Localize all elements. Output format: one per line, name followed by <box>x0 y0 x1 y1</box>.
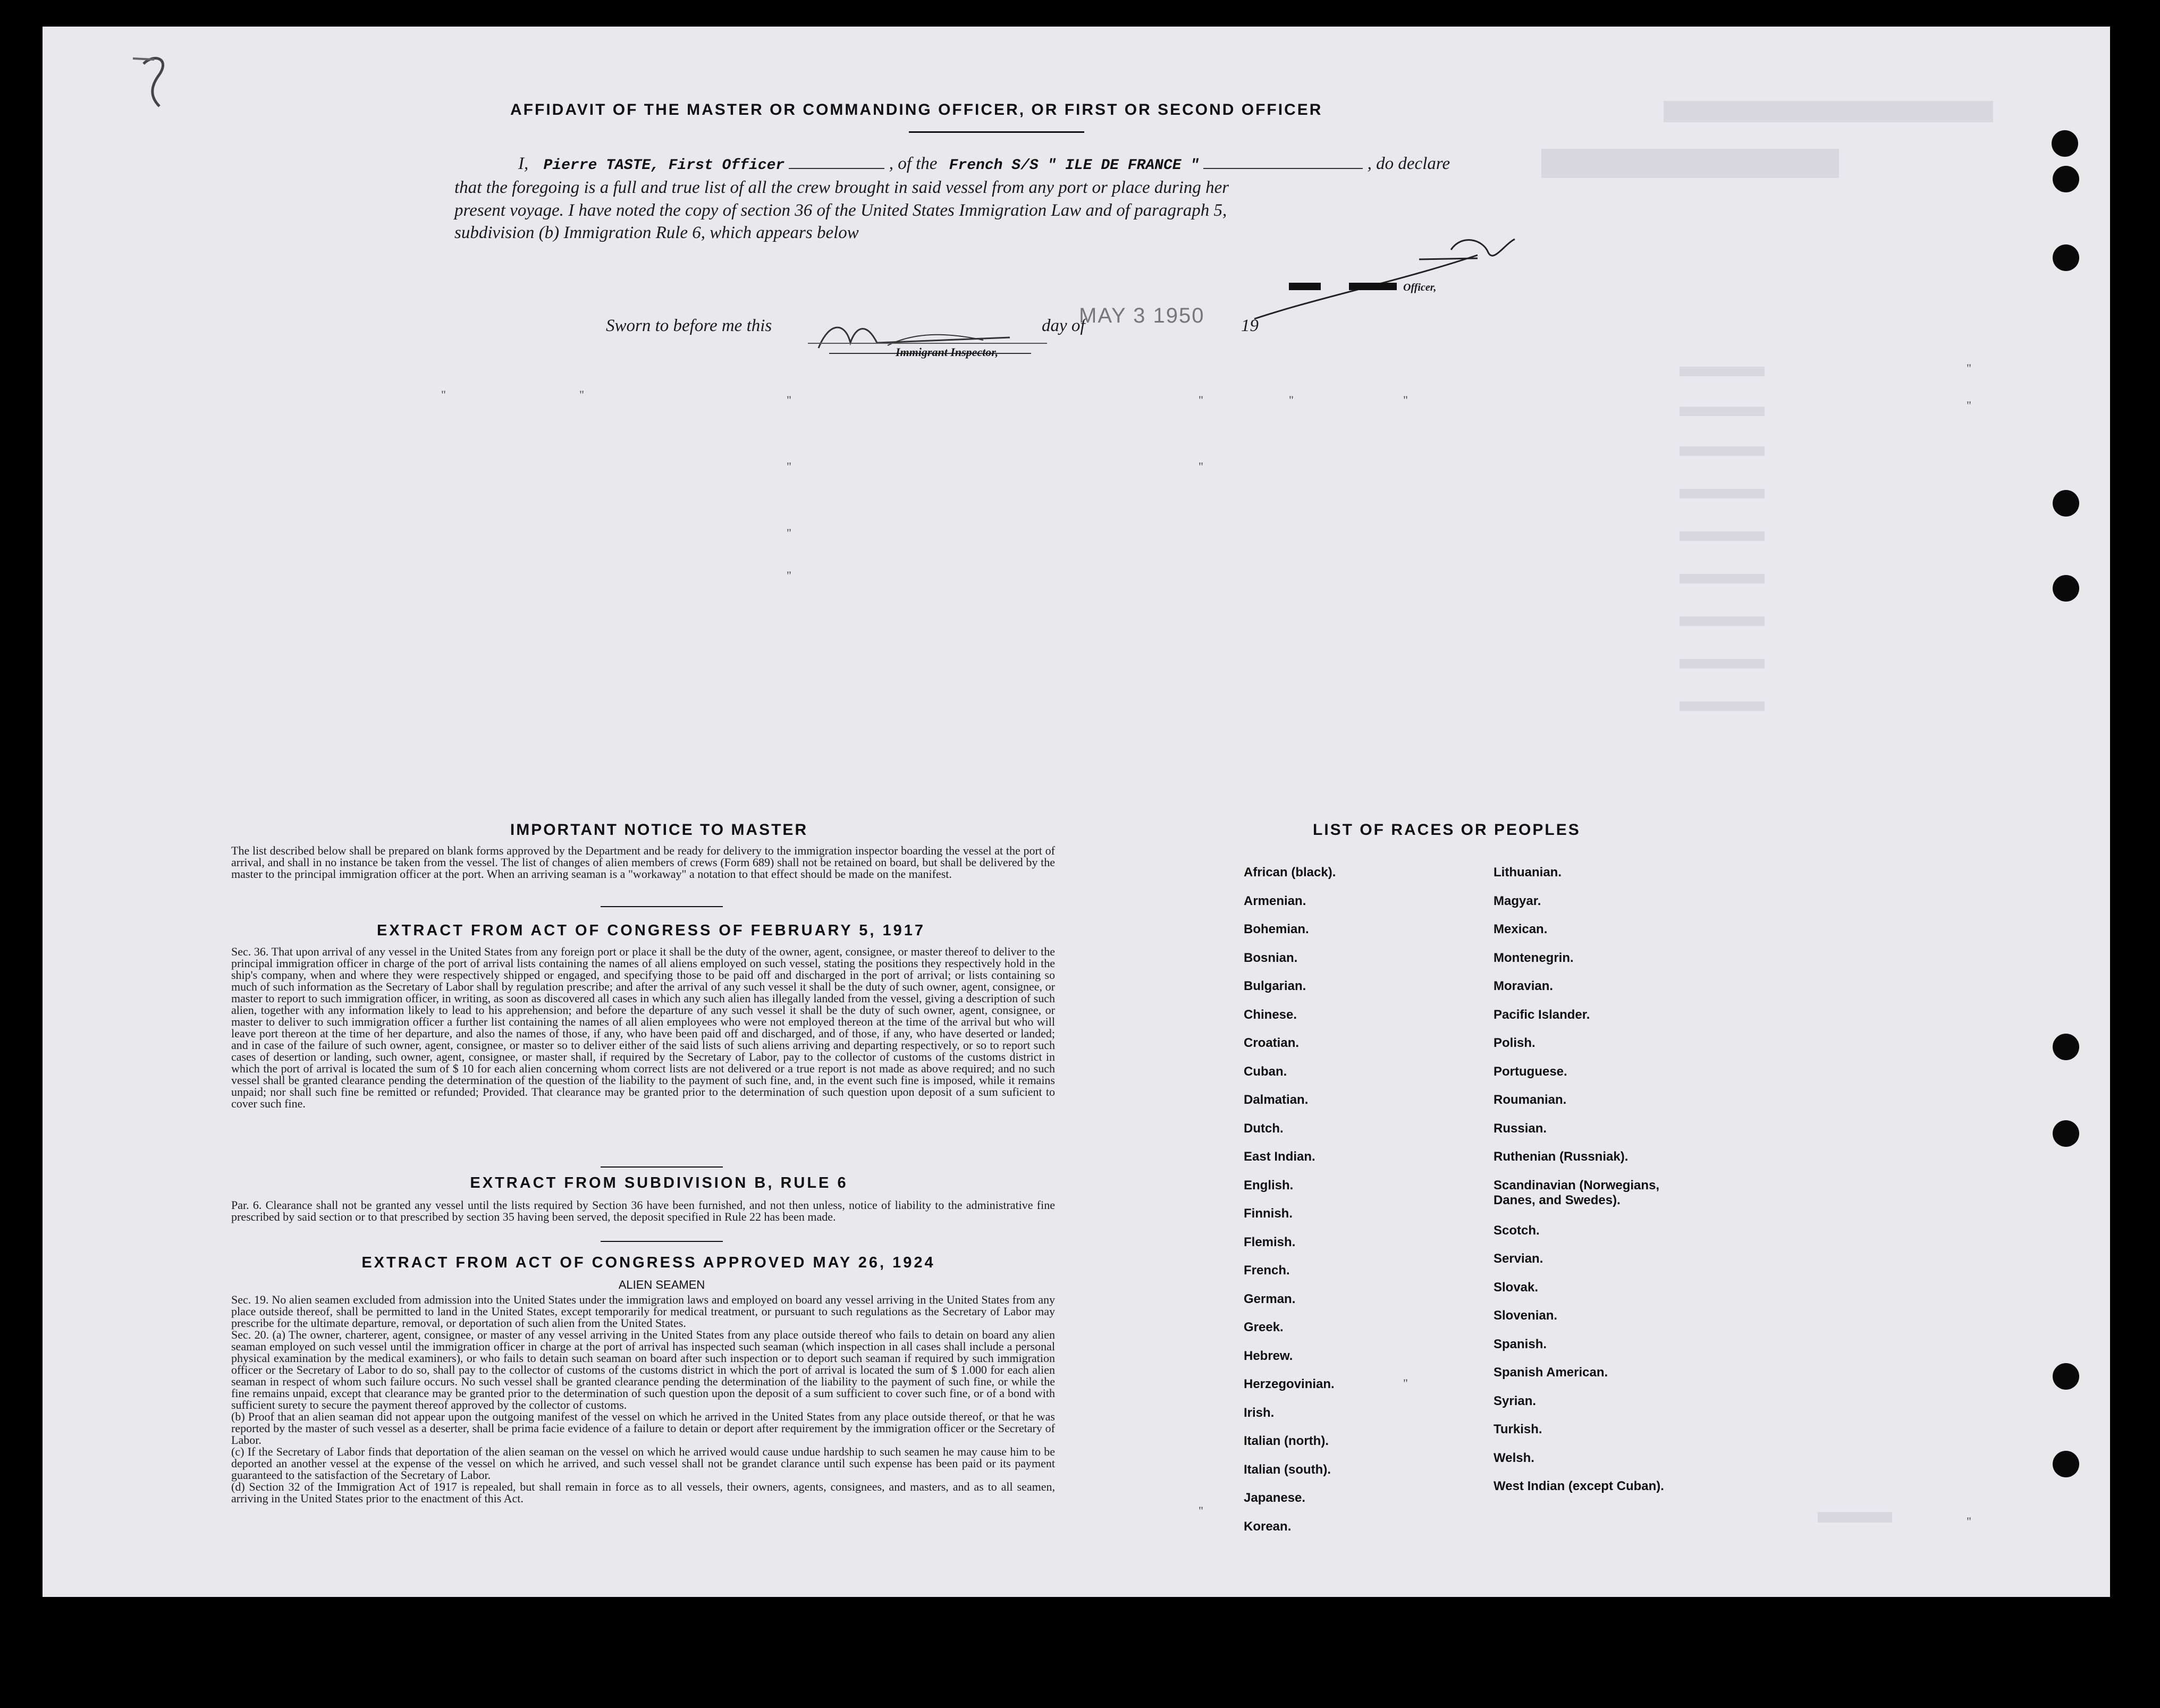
officer-name: Pierre TASTE, First Officer <box>543 157 785 174</box>
bleed-through-mark <box>1680 367 1765 376</box>
race-item: Armenian. <box>1244 893 1306 908</box>
bleed-through-mark <box>1680 531 1765 541</box>
extract-1924-body <box>231 1294 1055 1504</box>
page-number-mark <box>122 48 186 122</box>
race-item: Ruthenian (Russniak). <box>1494 1149 1629 1164</box>
race-item: Finnish. <box>1244 1206 1293 1221</box>
binder-hole <box>2053 490 2079 517</box>
date-stamp: MAY 3 1950 <box>1079 304 1205 327</box>
race-item: Turkish. <box>1494 1422 1542 1436</box>
race-item: Slovenian. <box>1494 1308 1558 1323</box>
race-item: Spanish. <box>1494 1337 1547 1351</box>
i-label: I, <box>518 154 529 173</box>
ditto-mark: " <box>787 569 791 582</box>
bleed-through-mark <box>1680 489 1765 498</box>
race-item: Italian (south). <box>1244 1462 1331 1477</box>
binder-hole <box>2053 1451 2079 1477</box>
bleed-through-mark <box>1680 616 1765 626</box>
day-of-label: day of <box>1042 316 1085 335</box>
heading-underline <box>909 131 1084 133</box>
race-item: Moravian. <box>1494 979 1554 993</box>
inspector-underline <box>808 343 1047 344</box>
race-item: Dutch. <box>1244 1121 1284 1136</box>
race-item: Chinese. <box>1244 1007 1297 1022</box>
sec-20c-text: (c) If the Secretary of Labor finds that deportation of the alien seaman on the vessel on which he arrived would cause undue hardship to such seamen he may cause him to be deported an another vessel at the expense of the vessel on which he arrived, and such vessel shall not be grandet clarance until such expense has been paid or its payment guaranteed to the satisfaction of the Secretary of Labor. <box>231 1445 1055 1482</box>
binder-hole <box>2053 1120 2079 1147</box>
ditto-mark: " <box>1967 399 1971 412</box>
race-item: Pacific Islander. <box>1494 1007 1590 1022</box>
bleed-through-mark <box>1680 574 1765 584</box>
section-divider <box>601 906 723 907</box>
race-item: Portuguese. <box>1494 1064 1567 1079</box>
binder-hole <box>2053 244 2079 271</box>
affidavit-line-4: subdivision (b) Immigration Rule 6, which appears below <box>454 223 859 242</box>
alien-seamen-subheading: ALIEN SEAMEN <box>618 1278 705 1291</box>
sec-20d-text: (d) Section 32 of the Immigration Act of 1917 is repealed, but shall remain in force as to all vessels, their owners, agents, consignees, and masters, and as to all seamen, arriving in the United States prior to the enactment of this Act. <box>231 1480 1055 1505</box>
do-declare-label: , do declare <box>1367 154 1450 173</box>
bleed-through-mark <box>1680 701 1765 711</box>
of-the-label: , of the <box>889 154 938 173</box>
ditto-mark: " <box>1199 460 1203 473</box>
section-divider <box>601 1166 723 1168</box>
race-item: Italian (north). <box>1244 1434 1329 1448</box>
race-item: East Indian. <box>1244 1149 1315 1164</box>
affidavit-line-1 <box>518 154 1528 174</box>
ditto-mark: " <box>1199 1504 1203 1517</box>
ditto-mark: " <box>1403 1376 1408 1390</box>
bleed-through-mark <box>1680 407 1765 416</box>
race-item: African (black). <box>1244 865 1336 880</box>
manifest-page <box>43 27 2110 1597</box>
officer-signature <box>1238 223 1557 329</box>
race-item: Japanese. <box>1244 1491 1306 1505</box>
extract-1917-heading: EXTRACT FROM ACT OF CONGRESS OF FEBRUARY 5, 1917 <box>376 922 926 939</box>
notice-body: The list described below shall be prepared on blank forms approved by the Department and be ready for delivery to the immigration inspector boarding the vessel at the port of arrival, and shall in no instance be taken from the vessel. The list of changes of alien members of crews (Form 689) shall not be retained on board, but shall be delivered by the master to the principal immigration officer at the port. When an arriving seaman is a "workaway" a notation to that effect should be made on the manifest. <box>231 844 1055 881</box>
race-item: Magyar. <box>1494 893 1541 908</box>
binder-hole <box>2053 575 2079 602</box>
vessel-blank <box>1203 168 1363 169</box>
race-item: Bosnian. <box>1244 950 1298 965</box>
race-item: Lithuanian. <box>1494 865 1562 880</box>
bleed-through-mark <box>1818 1512 1892 1523</box>
race-item: Spanish American. <box>1494 1365 1608 1380</box>
extract-1917-body: Sec. 36. That upon arrival of any vessel in the United States from any foreign port or place it shall be the duty of the owner, agent, consignee, or master thereof to deliver to the principal immigration officer in charge of the port of arrival lists containing the names of all aliens employed on such vessel, stating the positions they respectively hold in the ship's company, when and where they were respectively shipped or engaged, and specifying those to be paid off and discharged in the port of arrival; or lists containing so much of such information as the Secretary of Labor shall by regulation prescribe; and after the arrival of any such vessel it shall be the duty of such owner, agent, consignee, or master to report to such immigration officer, in writing, as soon as discovered all cases in which any such alien has illegally landed from the vessel, giving a description of such alien, together with any information likely to lead to his apprehension; and before the departure of any such vessel it shall be the duty of such owner, agent, consignee, or master to deliver to such immigration officer a further list containing the names of all alien employees who were not employed thereon at the time of the arrival but who will leave port thereon at the time of her departure, and also the names of those, if any, who have been paid off and discharged, and of those, if any, who have deserted or landed; and in case of the failure of such owner, agent, consignee, or master so to deliver either of the said lists of such aliens arriving and departing respectively, or so to report such cases of desertion or landing, such owner, agent, consignee, or master shall, if required by the Secretary of Labor, pay to the collector of customs of the customs district in which the port of arrival is located the sum of $ 10 for each alien concerning whom correct lists are not delivered or a true report is not made as above required; and no such vessel shall be granted clearance pending the determination of the question of the liability to the payment of such fine, and, in the event such fine is imposed, while it remains unpaid; nor shall such fine be remitted or refunded; Provided. That clearance may be granted prior to the determination of such question upon deposit of a sum suficient to cover such fine. <box>231 945 1055 1110</box>
inspector-label: Immigrant Inspector, <box>896 345 999 359</box>
race-item: Polish. <box>1494 1036 1535 1050</box>
races-right-column <box>1494 865 1717 1508</box>
races-left-column <box>1244 865 1467 1548</box>
ditto-mark: " <box>787 526 791 539</box>
affidavit-line-3: present voyage. I have noted the copy of section 36 of the United States Immigration Law and of paragraph 5, <box>454 201 1227 220</box>
race-item: Hebrew. <box>1244 1348 1293 1363</box>
race-item: Bohemian. <box>1244 922 1309 936</box>
race-item: Roumanian. <box>1494 1093 1567 1107</box>
race-item: Croatian. <box>1244 1036 1300 1050</box>
ditto-mark: " <box>1403 393 1408 407</box>
race-item: English. <box>1244 1178 1294 1193</box>
race-item: Dalmatian. <box>1244 1093 1309 1107</box>
race-item: Montenegrin. <box>1494 950 1574 965</box>
bleed-through-mark <box>1680 659 1765 669</box>
race-item: Russian. <box>1494 1121 1547 1136</box>
race-item: Syrian. <box>1494 1393 1537 1408</box>
ditto-mark: " <box>1967 1515 1971 1528</box>
sec-20b-text: (b) Proof that an alien seaman did not appear upon the outgoing manifest of the vessel on which he arrived in the United States from any place outside thereof, or that he was reported by the master of such vessel as a deserter, shall be prima facie evidence of a failure to detain or deport after requirement by the immigration officer or the Secretary of Labor. <box>231 1410 1055 1447</box>
bleed-through-mark <box>1664 101 1993 122</box>
race-item: Mexican. <box>1494 922 1548 936</box>
race-item: Scotch. <box>1494 1223 1540 1238</box>
race-item: Greek. <box>1244 1320 1284 1334</box>
race-item: Welsh. <box>1494 1450 1534 1465</box>
name-blank <box>789 168 884 169</box>
race-item: Flemish. <box>1244 1235 1296 1249</box>
year-label: 19 <box>1241 316 1259 335</box>
extract-1924-heading: EXTRACT FROM ACT OF CONGRESS APPROVED MAY 26, 1924 <box>361 1254 935 1271</box>
races-heading: LIST OF RACES OR PEOPLES <box>1313 821 1581 839</box>
race-item: Slovak. <box>1494 1280 1539 1295</box>
ditto-mark: " <box>1967 361 1971 375</box>
affidavit-heading: AFFIDAVIT OF THE MASTER OR COMMANDING OFFICER, OR FIRST OR SECOND OFFICER <box>510 101 1323 119</box>
race-item: German. <box>1244 1291 1296 1306</box>
race-item: Irish. <box>1244 1405 1275 1420</box>
race-item: Herzegovinian. <box>1244 1377 1335 1391</box>
race-item: West Indian (except Cuban). <box>1494 1479 1664 1493</box>
race-item: Bulgarian. <box>1244 979 1306 993</box>
bleed-through-mark <box>1680 446 1765 456</box>
race-item: Scandinavian (Norwegians, Danes, and Swedes). <box>1494 1178 1660 1207</box>
sworn-label: Sworn to before me this <box>606 316 772 335</box>
race-item: Korean. <box>1244 1519 1292 1534</box>
ditto-mark: " <box>579 388 584 401</box>
ditto-mark: " <box>787 393 791 407</box>
ditto-mark: " <box>1289 393 1294 407</box>
officer-title: Officer, <box>1403 282 1437 293</box>
binder-hole <box>2052 130 2078 157</box>
extract-rule6-body: Par. 6. Clearance shall not be granted any vessel until the lists required by Section 36 have been furnished, and not then unless, notice of liability to the administrative fine prescribed by said section or to that prescribed by section 35 having been served, the deposit specified in Rule 22 has been made. <box>231 1198 1055 1223</box>
sec-19-text: Sec. 19. No alien seamen excluded from admission into the United States under the immigration laws and employed on board any vessel arriving in the United States from any place outside thereof, shall be permitted to land in the United States, except temporarily for medical treatment, or pursuant to such regulations as the Secretary of Labor may prescribe for the ultimate departure, removal, or deportation of such alien from the United States. <box>231 1293 1055 1330</box>
binder-hole <box>2053 166 2079 192</box>
sec-20a-text: Sec. 20. (a) The owner, charterer, agent, consignee, or master of any vessel arriving in the United States from any place outside thereof who fails to detain on board any alien seaman employed on such vessel until the immigration officer in charge at the port of arrival has inspected such seaman (which inspection in all cases shall include a personal physical examination by the medical examiners), or who fails to detain such seaman on board after such inspection or to deport such seaman if required by such immigration officer or the Secretary of Labor to do so, shall pay to the collector of customs of the customs district in which the port of arrival is located the sum of $ 1.000 for each alien seaman in respect of whom such failure occurs. No such vessel shall be granted clearance pending the determination of the liability to the payment of such fine, or while the fine remains unpaid, except that clearance may be granted prior to the determination of such question upon the deposit of a sum sufficient to cover such fine, or of a bond with sufficient surety to secure the payment thereof approved by the collector of customs. <box>231 1328 1055 1411</box>
affidavit-line-2: that the foregoing is a full and true list of all the crew brought in said vessel from any port or place during her <box>454 178 1229 197</box>
vessel-name: French S/S " ILE DE FRANCE " <box>949 157 1200 174</box>
binder-hole <box>2053 1363 2079 1390</box>
binder-hole <box>2053 1034 2079 1060</box>
notice-heading: IMPORTANT NOTICE TO MASTER <box>510 821 808 839</box>
ditto-mark: " <box>787 460 791 473</box>
section-divider <box>601 1241 723 1242</box>
ditto-mark: " <box>441 388 446 401</box>
ditto-mark: " <box>1199 393 1203 407</box>
race-item: Servian. <box>1494 1252 1543 1266</box>
race-item: Cuban. <box>1244 1064 1287 1079</box>
bleed-through-mark <box>1541 149 1839 178</box>
extract-rule6-heading: EXTRACT FROM SUBDIVISION B, RULE 6 <box>470 1174 848 1191</box>
race-item: French. <box>1244 1263 1290 1278</box>
